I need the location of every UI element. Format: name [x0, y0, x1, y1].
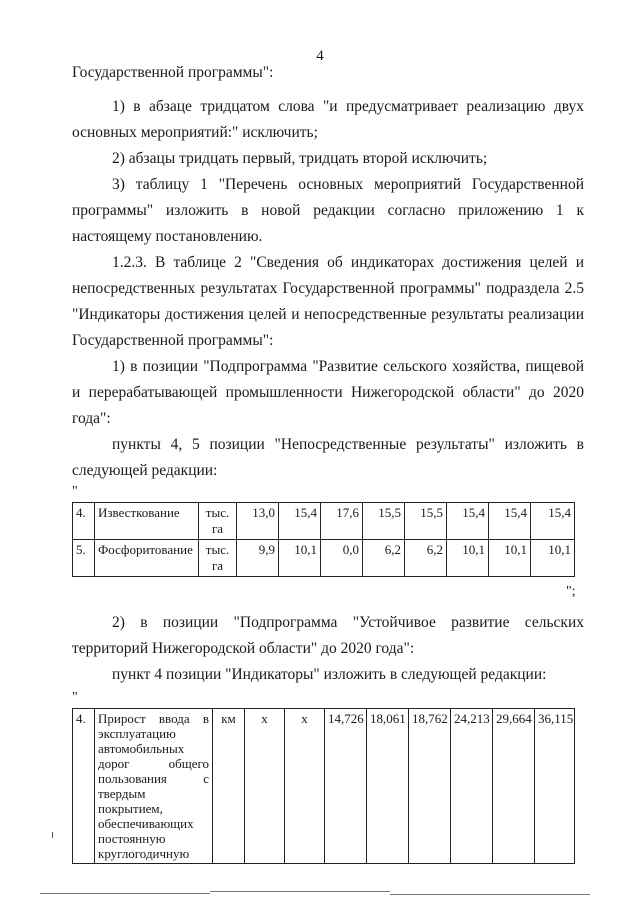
paragraph-subprogram-1: 1) в позиции "Подпрограмма "Развитие сельского хозяйства, пищевой и перерабатывающей промышленности Нижегородской области" до 2020 года":	[72, 358, 584, 427]
value-cell: 18,061	[367, 709, 409, 864]
paragraph-subprogram-2: 2) в позиции "Подпрограмма "Устойчивое развитие сельских территорий Нижегородской области" до 2020 года":	[72, 614, 584, 657]
value-cell: 6,2	[405, 540, 447, 577]
paragraph-item-2: 2) абзацы тридцать первый, тридцать второй исключить;	[112, 150, 488, 167]
value-cell: 14,726	[325, 709, 367, 864]
indicators-table-1	[72, 502, 575, 577]
row-unit: тыс. га	[199, 540, 237, 577]
quote-open-mark-2: "	[72, 690, 78, 705]
value-cell: 9,9	[237, 540, 279, 577]
row-name: Известкование	[95, 503, 199, 540]
value-cell: 15,5	[363, 503, 405, 540]
value-cell: 15,4	[447, 503, 489, 540]
scan-mark	[52, 832, 53, 838]
row-number: 4.	[73, 709, 95, 864]
paragraph-item-3: 3) таблицу 1 "Перечень основных мероприятий Государственной программы" изложить в новой редакции согласно приложению 1 к настоящему постановлению.	[72, 176, 584, 245]
table-row	[73, 503, 575, 540]
value-cell: 18,762	[409, 709, 451, 864]
paragraph-item-1: 1) в абзаце тридцатом слова "и предусматривает реализацию двух основных мероприятий:" исключить;	[72, 98, 584, 141]
page-number: 4	[316, 48, 324, 64]
row-name: Фосфоритование	[95, 540, 199, 577]
scan-edge-line	[40, 893, 210, 894]
row-unit: км	[213, 709, 245, 864]
value-cell: 0,0	[321, 540, 363, 577]
paragraph-item-4: пункт 4 позиции "Индикаторы" изложить в следующей редакции:	[112, 666, 547, 683]
value-cell: 29,664	[493, 709, 535, 864]
value-cell: 24,213	[451, 709, 493, 864]
value-cell: 13,0	[237, 503, 279, 540]
row-number: 5.	[73, 540, 95, 577]
scan-edge-line	[390, 894, 590, 895]
paragraph-continuation: Государственной программы":	[72, 64, 274, 81]
value-cell: 10,1	[447, 540, 489, 577]
scan-edge-line	[210, 891, 390, 892]
value-cell: 15,5	[405, 503, 447, 540]
value-cell: 15,4	[489, 503, 531, 540]
value-cell: 6,2	[363, 540, 405, 577]
value-cell: 15,4	[531, 503, 575, 540]
value-cell: 10,1	[531, 540, 575, 577]
indicators-table-2	[72, 708, 575, 864]
value-cell: 10,1	[279, 540, 321, 577]
table-row	[73, 540, 575, 577]
value-cell: 15,4	[279, 503, 321, 540]
paragraph-items-4-5: пункты 4, 5 позиции "Непосредственные результаты" изложить в следующей редакции:	[72, 436, 584, 479]
value-cell: х	[245, 709, 285, 864]
quote-open-mark: "	[72, 484, 78, 499]
value-cell: х	[285, 709, 325, 864]
row-number: 4.	[73, 503, 95, 540]
value-cell: 10,1	[489, 540, 531, 577]
row-name: Прирост ввода в эксплуатацию автомобильных дорог общего пользования с твердым покрытием, обеспечивающих постоянную круглогодичную	[95, 709, 213, 864]
paragraph-section-1-2-3: 1.2.3. В таблице 2 "Сведения об индикаторах достижения целей и непосредственных результатах Государственной программы" подраздела 2.5 "Индикаторы достижения целей и непосредственные результаты реализации Государственной программы":	[72, 254, 584, 349]
value-cell: 17,6	[321, 503, 363, 540]
table-row	[73, 709, 575, 864]
quote-close-mark: ";	[566, 584, 576, 599]
value-cell: 36,115	[535, 709, 575, 864]
row-unit: тыс. га	[199, 503, 237, 540]
